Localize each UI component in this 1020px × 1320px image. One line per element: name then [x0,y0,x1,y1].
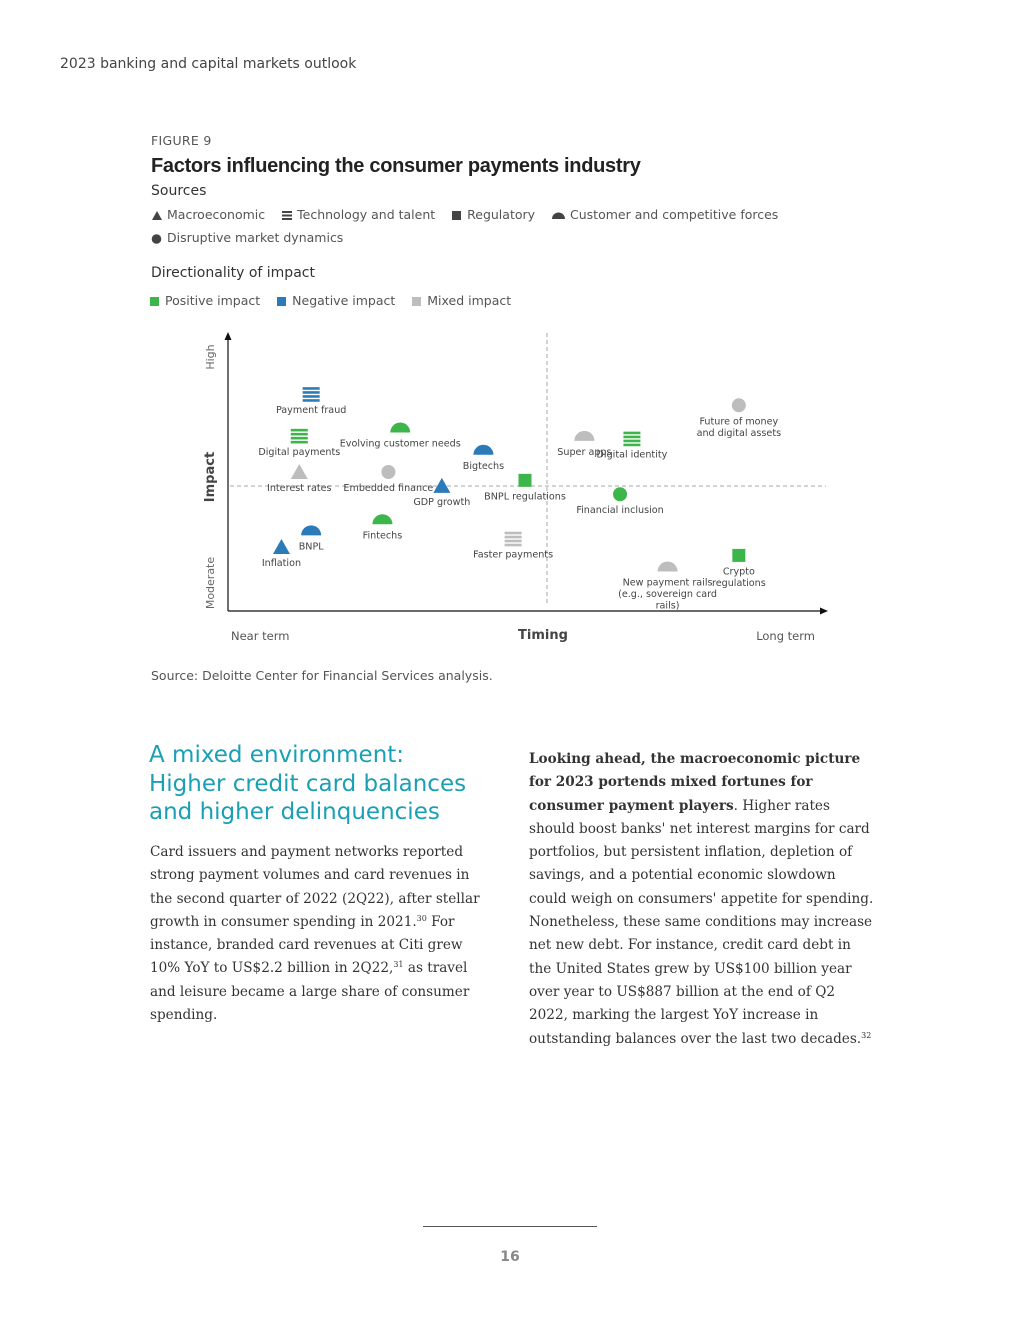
paragraph-text: . Higher rates should boost banks' net interest margins for card portfolios, but persistent inflation, depletion of savings, and a potential economic slowdown could weigh on consumers' appetite for spending. Nonetheless, these same conditions may increase net new debt. For instance, credit card debt in the United States grew by US$100 billion year over year to US$887 billion at the end of Q2 2022, marking the largest YoY increase in outstanding balances over the last two decades. [529,797,874,1047]
legend-label: Mixed impact [427,293,512,308]
x-axis-label: Timing [518,628,568,643]
point-label: BNPL regulations [484,491,566,503]
point-label: Evolving customer needs [339,438,461,450]
square-marker [732,549,745,562]
point-label: GDP growth [413,496,471,508]
footnote-ref[interactable]: 31 [393,960,404,970]
legend-label: Customer and competitive forces [570,207,779,222]
point-label: Crypto [722,566,755,578]
stripes-marker [291,429,308,444]
point-inflation [262,539,301,569]
left-column-paragraph [150,841,495,1027]
legend-label: Technology and talent [297,207,436,222]
point-payment-fraud [276,387,346,416]
legend-label: Macroeconomic [167,207,266,222]
paragraph-text: as travel and leisure became a large share of consumer spending. [150,960,470,1024]
point-bigtechs [463,445,504,472]
paragraph-text: Card issuers and payment networks reported strong payment volumes and card revenues in the second quarter of 2022 (2Q22), after stellar growth in consumer spending in 2021. [150,844,480,930]
paragraph-text: For instance, branded card revenues at Citi grew 10% YoY to US$2.2 billion in 2Q22, [150,913,463,977]
point-label: Bigtechs [462,460,505,472]
dome-marker [658,562,678,572]
heading-line: and higher delinquencies [149,799,440,825]
footnote-ref[interactable]: 30 [416,913,427,923]
point-label: regulations [711,577,766,589]
dome-marker [574,431,594,441]
stripes-marker [623,432,640,447]
running-header: 2023 banking and capital markets outlook [60,56,357,72]
legend-label: Negative impact [292,293,396,308]
point-label: Faster payments [473,549,554,561]
lead-in-bold: Looking ahead, the macroeconomic picture for 2023 portends mixed fortunes for consumer payment players [529,751,861,814]
page-number: 16 [500,1249,520,1265]
section-heading [149,741,489,827]
point-label: Digital identity [596,449,668,461]
point-bnpl-regulations [484,474,566,503]
footer-rule [423,1226,597,1227]
figure-label: FIGURE 9 [151,133,212,148]
dome-marker [372,514,392,524]
legend-label: Disruptive market dynamics [167,230,344,245]
stripes-marker [303,387,320,402]
point-new-payment-rails [618,562,717,612]
y-axis-arrow [225,332,232,340]
point-label: rails) [655,600,680,612]
circle-marker [732,398,746,412]
dome-marker [473,445,493,455]
x-tick-long-term: Long term [756,629,815,643]
triangle-marker [273,539,290,554]
point-label: BNPL [298,541,324,553]
point-label: Interest rates [267,483,332,494]
source-note: Source: Deloitte Center for Financial Services analysis. [151,668,493,683]
point-label: Embedded finance [343,483,434,494]
point-fintechs [363,514,403,541]
point-bnpl [299,525,325,552]
dome-marker [301,525,321,535]
point-label: Super apps [557,446,612,458]
y-tick-moderate: Moderate [204,556,217,610]
point-label: Future of money [699,416,779,428]
point-embedded-finance [343,465,433,494]
point-future-of-money [697,398,782,439]
right-column-paragraph [529,748,874,1051]
point-label: and digital assets [696,427,782,439]
point-evolving-customer-needs [340,423,461,450]
point-label: (e.g., sovereign card [618,589,718,601]
x-tick-near-term: Near term [231,629,290,643]
data-points [258,387,781,611]
legend-label: Positive impact [165,293,261,308]
circle-marker [381,465,395,479]
triangle-marker [433,478,450,493]
point-label: Digital payments [258,446,341,458]
legend-label: Regulatory [467,207,536,222]
square-marker [519,474,532,487]
point-financial-inclusion [576,487,663,516]
y-tick-high: High [204,344,217,370]
heading-line: A mixed environment: [149,742,405,768]
point-interest-rates [267,464,332,494]
x-axis-arrow [820,608,828,615]
point-label: Fintechs [362,530,403,542]
point-label: Payment fraud [275,405,347,417]
figure-title: Factors influencing the consumer payments industry [151,155,641,177]
heading-line: Higher credit card balances [149,770,467,797]
point-label: Financial inclusion [576,505,664,517]
point-label: New payment rails [622,577,713,589]
point-faster-payments [473,532,553,561]
y-axis-label: Impact [203,451,218,503]
point-crypto [712,549,766,589]
point-digital-payments [258,429,340,458]
dome-marker [390,423,410,433]
stripes-marker [505,532,522,547]
footnote-ref[interactable]: 32 [861,1030,872,1040]
directionality-label: Directionality of impact [151,265,315,281]
point-label: Inflation [261,558,302,570]
triangle-marker [291,464,308,479]
sources-label: Sources [151,183,207,199]
circle-marker [613,487,627,501]
